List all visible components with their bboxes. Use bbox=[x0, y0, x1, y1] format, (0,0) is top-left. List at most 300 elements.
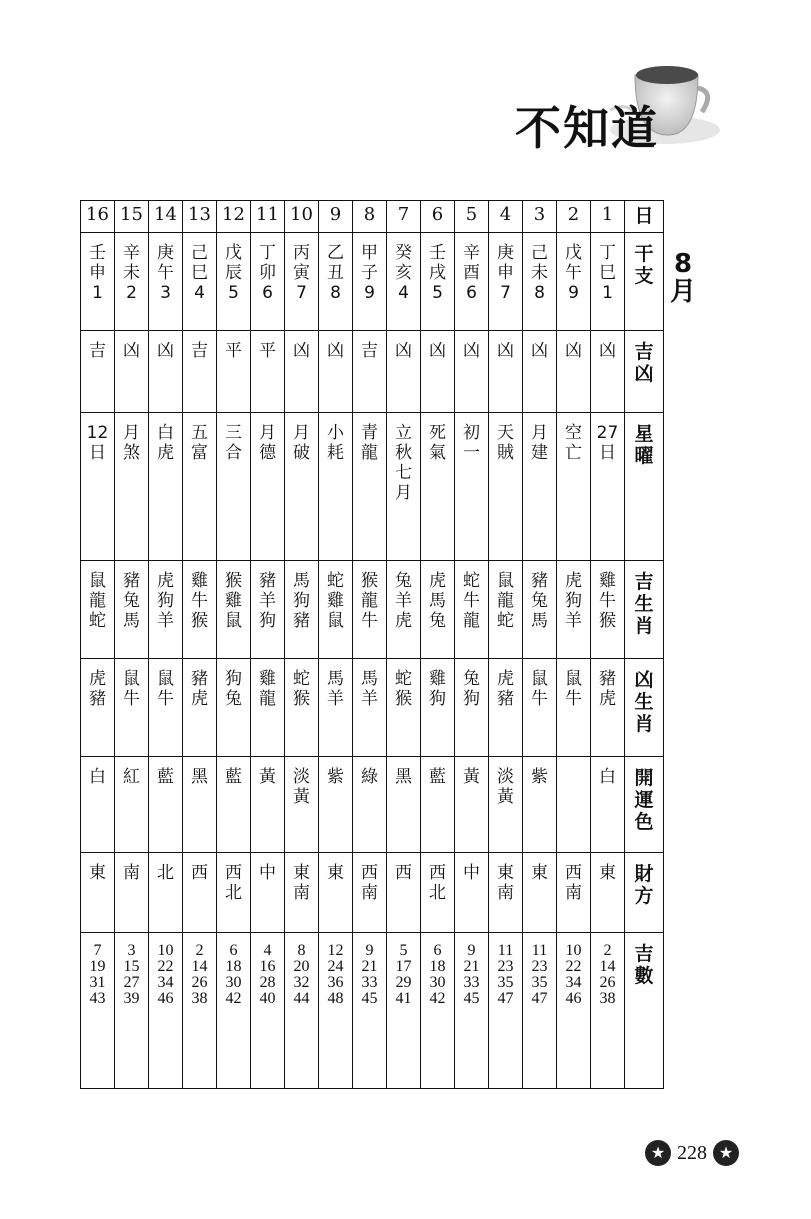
cell-text: 東 bbox=[327, 863, 344, 883]
cell-day bbox=[285, 201, 319, 233]
page-number-text: 228 bbox=[677, 1141, 707, 1164]
cell-text: 虎 bbox=[89, 669, 106, 689]
cell-text: 2 bbox=[126, 283, 137, 303]
cell-text: 蛇 bbox=[293, 669, 310, 689]
cell-text: 35 bbox=[497, 974, 514, 991]
cell-text: 西 bbox=[191, 863, 208, 883]
cell-text: 兔 bbox=[123, 591, 140, 611]
cell-text: 狗 bbox=[157, 591, 174, 611]
cell-text: 牛 bbox=[361, 611, 378, 631]
cell-text: 猴 bbox=[191, 611, 208, 631]
cell-text: 虎 bbox=[565, 571, 582, 591]
cell-ji-shengxiao bbox=[421, 561, 455, 659]
cell-text: 2 bbox=[567, 204, 580, 225]
cell-text: 亥 bbox=[395, 263, 412, 283]
cell-text: 虎 bbox=[429, 571, 446, 591]
cell-caifang bbox=[81, 853, 115, 933]
cell-text: 午 bbox=[157, 263, 174, 283]
cell-text: 癸 bbox=[395, 243, 412, 263]
cell-text: 狗 bbox=[463, 689, 480, 709]
cell-text: 44 bbox=[293, 990, 310, 1007]
row-label-text: 星 bbox=[634, 423, 654, 445]
cell-text: 西 bbox=[395, 863, 412, 883]
cell-text: 凶 bbox=[293, 341, 310, 361]
cell-text: 16 bbox=[86, 204, 109, 225]
cell-text: 12 bbox=[222, 204, 245, 225]
cell-kaiyun-se bbox=[387, 757, 421, 853]
cell-text: 20 bbox=[293, 958, 310, 975]
cell-text: 龍 bbox=[463, 611, 480, 631]
cell-text: 月 bbox=[259, 423, 276, 443]
cell-text: 1 bbox=[601, 204, 614, 225]
cell-text: 7 bbox=[93, 942, 102, 959]
cell-text: 蛇 bbox=[463, 571, 480, 591]
cell-text: 煞 bbox=[123, 443, 140, 463]
cell-jishu bbox=[149, 933, 183, 1089]
cell-jixiong bbox=[319, 331, 353, 413]
cell-jixiong bbox=[591, 331, 625, 413]
row-caifang bbox=[81, 853, 664, 933]
cell-text: 卯 bbox=[259, 263, 276, 283]
cell-text: 猴 bbox=[395, 689, 412, 709]
cell-jixiong bbox=[387, 331, 421, 413]
cell-text: 龍 bbox=[497, 591, 514, 611]
cell-text: 牛 bbox=[463, 591, 480, 611]
cell-text: 龍 bbox=[89, 591, 106, 611]
cell-text: 東 bbox=[531, 863, 548, 883]
cell-xiong-shengxiao bbox=[489, 659, 523, 757]
cell-ganzhi bbox=[421, 233, 455, 331]
cell-kaiyun-se bbox=[353, 757, 387, 853]
row-label-text: 肖 bbox=[634, 713, 654, 735]
cell-text: 南 bbox=[293, 883, 310, 903]
cell-text: 未 bbox=[123, 263, 140, 283]
cell-xingyao bbox=[81, 413, 115, 561]
cell-text: 東 bbox=[599, 863, 616, 883]
cell-text: 猴 bbox=[599, 611, 616, 631]
cell-text: 2 bbox=[195, 942, 204, 959]
cell-text: 藍 bbox=[157, 767, 174, 787]
cell-text: 牛 bbox=[157, 689, 174, 709]
cell-day bbox=[353, 201, 387, 233]
cell-text: 15 bbox=[120, 204, 143, 225]
cell-text: 43 bbox=[89, 990, 106, 1007]
cell-text: 合 bbox=[225, 443, 242, 463]
cell-text: 40 bbox=[259, 990, 276, 1007]
cell-text: 48 bbox=[327, 990, 344, 1007]
cell-ganzhi bbox=[285, 233, 319, 331]
cell-jishu bbox=[353, 933, 387, 1089]
cell-text: 丑 bbox=[327, 263, 344, 283]
cell-text: 辛 bbox=[123, 243, 140, 263]
cell-jixiong bbox=[251, 331, 285, 413]
cell-text: 五 bbox=[191, 423, 208, 443]
cell-text: 28 bbox=[259, 974, 276, 991]
cell-day bbox=[115, 201, 149, 233]
cell-xingyao bbox=[251, 413, 285, 561]
cell-text: 狗 bbox=[429, 689, 446, 709]
cell-text: 西 bbox=[225, 863, 242, 883]
cell-day bbox=[183, 201, 217, 233]
cell-text: 31 bbox=[89, 974, 106, 991]
cell-text: 南 bbox=[361, 883, 378, 903]
row-jixiong bbox=[81, 331, 664, 413]
cell-text: 兔 bbox=[531, 591, 548, 611]
cell-text: 29 bbox=[395, 974, 412, 991]
cell-xiong-shengxiao bbox=[523, 659, 557, 757]
cell-day bbox=[421, 201, 455, 233]
cell-text: 馬 bbox=[327, 669, 344, 689]
cell-xiong-shengxiao bbox=[557, 659, 591, 757]
cell-xiong-shengxiao bbox=[149, 659, 183, 757]
month-label-number: 8 bbox=[673, 249, 693, 279]
cell-text: 26 bbox=[191, 974, 208, 991]
cell-text: 龍 bbox=[361, 591, 378, 611]
cell-text: 龍 bbox=[361, 443, 378, 463]
cell-text: 初 bbox=[463, 423, 480, 443]
cell-xiong-shengxiao bbox=[183, 659, 217, 757]
cell-text: 16 bbox=[259, 958, 276, 975]
cell-text: 虎 bbox=[157, 571, 174, 591]
cell-caifang bbox=[557, 853, 591, 933]
row-label-xiong-shengxiao bbox=[625, 659, 664, 757]
cell-text: 2 bbox=[603, 942, 612, 959]
cell-text: 西 bbox=[361, 863, 378, 883]
cell-text: 9 bbox=[365, 942, 374, 959]
cell-text: 6 bbox=[262, 283, 273, 303]
cell-text: 鼠 bbox=[497, 571, 514, 591]
cell-text: 虎 bbox=[497, 669, 514, 689]
cell-text: 6 bbox=[431, 204, 444, 225]
cell-text: 3 bbox=[127, 942, 136, 959]
cell-text: 青 bbox=[361, 423, 378, 443]
cell-text: 己 bbox=[531, 243, 548, 263]
cell-text: 虎 bbox=[599, 689, 616, 709]
cell-text: 北 bbox=[429, 883, 446, 903]
cell-text: 鼠 bbox=[327, 611, 344, 631]
cell-text: 24 bbox=[327, 958, 344, 975]
cell-jishu bbox=[217, 933, 251, 1089]
cell-caifang bbox=[319, 853, 353, 933]
month-label bbox=[668, 250, 698, 306]
cell-text: 酉 bbox=[463, 263, 480, 283]
cell-text: 小 bbox=[327, 423, 344, 443]
cell-text: 巳 bbox=[599, 263, 616, 283]
cell-jishu bbox=[285, 933, 319, 1089]
cell-text: 馬 bbox=[531, 611, 548, 631]
row-label-text: 曜 bbox=[634, 445, 654, 467]
cell-text: 8 bbox=[363, 204, 376, 225]
cell-text: 兔 bbox=[395, 571, 412, 591]
cell-text: 狗 bbox=[225, 669, 242, 689]
cell-text: 黃 bbox=[293, 787, 310, 807]
cell-ji-shengxiao bbox=[557, 561, 591, 659]
cell-xingyao bbox=[149, 413, 183, 561]
cell-text: 甲 bbox=[361, 243, 378, 263]
cell-text: 丁 bbox=[259, 243, 276, 263]
cell-text: 狗 bbox=[293, 591, 310, 611]
cell-text: 42 bbox=[429, 990, 446, 1007]
cell-ji-shengxiao bbox=[217, 561, 251, 659]
cell-text: 牛 bbox=[599, 591, 616, 611]
cell-text: 豬 bbox=[293, 611, 310, 631]
cell-text: 14 bbox=[599, 958, 616, 975]
cell-caifang bbox=[387, 853, 421, 933]
cell-jixiong bbox=[115, 331, 149, 413]
cell-text: 鼠 bbox=[531, 669, 548, 689]
cell-text: 6 bbox=[433, 942, 442, 959]
cell-text: 46 bbox=[565, 990, 582, 1007]
cell-kaiyun-se bbox=[591, 757, 625, 853]
cell-ganzhi bbox=[557, 233, 591, 331]
row-ganzhi bbox=[81, 233, 664, 331]
cell-jixiong bbox=[149, 331, 183, 413]
cell-day bbox=[591, 201, 625, 233]
cell-text: 10 bbox=[565, 942, 582, 959]
cell-jixiong bbox=[353, 331, 387, 413]
cell-text: 羊 bbox=[565, 611, 582, 631]
row-label-text: 肖 bbox=[634, 615, 654, 637]
cell-ganzhi bbox=[115, 233, 149, 331]
cell-text: 黃 bbox=[497, 787, 514, 807]
cell-text: 立 bbox=[395, 423, 412, 443]
cell-text: 7 bbox=[296, 283, 307, 303]
cell-text: 凶 bbox=[157, 341, 174, 361]
cell-xingyao bbox=[387, 413, 421, 561]
cell-text: 9 bbox=[329, 204, 342, 225]
cell-text: 庚 bbox=[157, 243, 174, 263]
cell-text: 戊 bbox=[565, 243, 582, 263]
cell-text: 豬 bbox=[89, 689, 106, 709]
cell-jishu bbox=[319, 933, 353, 1089]
cell-text: 月 bbox=[293, 423, 310, 443]
cell-text: 馬 bbox=[361, 669, 378, 689]
cell-text: 雞 bbox=[327, 591, 344, 611]
cell-jishu bbox=[455, 933, 489, 1089]
cell-kaiyun-se bbox=[455, 757, 489, 853]
cell-text: 9 bbox=[467, 942, 476, 959]
cell-text: 羊 bbox=[327, 689, 344, 709]
cell-kaiyun-se bbox=[149, 757, 183, 853]
cell-xingyao bbox=[353, 413, 387, 561]
cell-text: 丙 bbox=[293, 243, 310, 263]
cell-text: 牛 bbox=[531, 689, 548, 709]
cell-text: 西 bbox=[429, 863, 446, 883]
cell-text: 10 bbox=[290, 204, 313, 225]
cell-text: 凶 bbox=[497, 341, 514, 361]
cell-ganzhi bbox=[387, 233, 421, 331]
cell-caifang bbox=[353, 853, 387, 933]
cell-text: 雞 bbox=[225, 591, 242, 611]
cell-kaiyun-se bbox=[285, 757, 319, 853]
cell-text: 淡 bbox=[497, 767, 514, 787]
cell-text: 羊 bbox=[395, 591, 412, 611]
cell-text: 1 bbox=[602, 283, 613, 303]
cell-text: 15 bbox=[123, 958, 140, 975]
row-kaiyun-se bbox=[81, 757, 664, 853]
page-number bbox=[645, 1140, 739, 1166]
row-label-text: 吉 bbox=[634, 943, 654, 965]
cell-ji-shengxiao bbox=[183, 561, 217, 659]
cell-kaiyun-se bbox=[217, 757, 251, 853]
cell-text: 凶 bbox=[463, 341, 480, 361]
cell-ji-shengxiao bbox=[81, 561, 115, 659]
cell-kaiyun-se bbox=[557, 757, 591, 853]
cell-text: 4 bbox=[398, 283, 409, 303]
cell-text: 7 bbox=[397, 204, 410, 225]
cell-text: 南 bbox=[123, 863, 140, 883]
cell-text: 吉 bbox=[191, 341, 208, 361]
cell-caifang bbox=[489, 853, 523, 933]
cell-xingyao bbox=[455, 413, 489, 561]
cell-text: 亡 bbox=[565, 443, 582, 463]
cell-text: 22 bbox=[565, 958, 582, 975]
cell-text: 雞 bbox=[191, 571, 208, 591]
cell-xingyao bbox=[217, 413, 251, 561]
cell-text: 中 bbox=[463, 863, 480, 883]
cell-jixiong bbox=[217, 331, 251, 413]
row-label-text: 運 bbox=[634, 789, 654, 811]
cell-caifang bbox=[115, 853, 149, 933]
cell-jixiong bbox=[81, 331, 115, 413]
row-label-text: 生 bbox=[634, 691, 654, 713]
page-title: 不知道 bbox=[515, 101, 659, 155]
cell-text: 3 bbox=[160, 283, 171, 303]
cell-text: 12 bbox=[86, 423, 109, 443]
row-label-text: 日 bbox=[634, 205, 654, 227]
cell-day bbox=[523, 201, 557, 233]
cell-text: 月 bbox=[531, 423, 548, 443]
star-icon: ★ bbox=[713, 1140, 739, 1166]
cell-xiong-shengxiao bbox=[455, 659, 489, 757]
cell-text: 富 bbox=[191, 443, 208, 463]
cell-xingyao bbox=[591, 413, 625, 561]
cell-xingyao bbox=[557, 413, 591, 561]
cell-text: 34 bbox=[565, 974, 582, 991]
cell-text: 8 bbox=[297, 942, 306, 959]
cell-day bbox=[149, 201, 183, 233]
cell-text: 虎 bbox=[157, 443, 174, 463]
cell-text: 月 bbox=[123, 423, 140, 443]
cell-caifang bbox=[251, 853, 285, 933]
cell-text: 南 bbox=[565, 883, 582, 903]
cell-day bbox=[217, 201, 251, 233]
cell-text: 巳 bbox=[191, 263, 208, 283]
cell-text: 42 bbox=[225, 990, 242, 1007]
cell-text: 紅 bbox=[123, 767, 140, 787]
cell-text: 23 bbox=[497, 958, 514, 975]
cell-text: 猴 bbox=[293, 689, 310, 709]
cell-text: 黑 bbox=[395, 767, 412, 787]
cell-kaiyun-se bbox=[183, 757, 217, 853]
cell-text: 9 bbox=[568, 283, 579, 303]
cell-text: 凶 bbox=[395, 341, 412, 361]
cell-text: 34 bbox=[157, 974, 174, 991]
cell-text: 黃 bbox=[259, 767, 276, 787]
cell-text: 午 bbox=[565, 263, 582, 283]
cell-text: 申 bbox=[89, 263, 106, 283]
cell-xiong-shengxiao bbox=[217, 659, 251, 757]
cell-kaiyun-se bbox=[489, 757, 523, 853]
cell-text: 日 bbox=[89, 443, 106, 463]
row-label-kaiyun-se bbox=[625, 757, 664, 853]
cell-text: 馬 bbox=[293, 571, 310, 591]
cell-text: 吉 bbox=[361, 341, 378, 361]
cell-text: 11 bbox=[256, 204, 279, 225]
cell-text: 33 bbox=[361, 974, 378, 991]
cell-text: 4 bbox=[263, 942, 272, 959]
cell-jixiong bbox=[183, 331, 217, 413]
cell-ji-shengxiao bbox=[319, 561, 353, 659]
cell-caifang bbox=[421, 853, 455, 933]
cell-text: 22 bbox=[157, 958, 174, 975]
cell-jixiong bbox=[489, 331, 523, 413]
cell-text: 月 bbox=[395, 483, 412, 503]
cell-xingyao bbox=[489, 413, 523, 561]
cell-xiong-shengxiao bbox=[319, 659, 353, 757]
cell-text: 凶 bbox=[327, 341, 344, 361]
cell-text: 23 bbox=[531, 958, 548, 975]
cell-text: 猴 bbox=[361, 571, 378, 591]
cell-text: 38 bbox=[599, 990, 616, 1007]
row-label-jishu bbox=[625, 933, 664, 1089]
cell-ganzhi bbox=[217, 233, 251, 331]
cell-kaiyun-se bbox=[319, 757, 353, 853]
cell-ganzhi bbox=[523, 233, 557, 331]
cell-day bbox=[455, 201, 489, 233]
cell-text: 氣 bbox=[429, 443, 446, 463]
row-label-text: 數 bbox=[634, 965, 654, 987]
cell-ganzhi bbox=[455, 233, 489, 331]
cell-text: 鼠 bbox=[123, 669, 140, 689]
cell-text: 凶 bbox=[599, 341, 616, 361]
cell-text: 凶 bbox=[429, 341, 446, 361]
cell-ji-shengxiao bbox=[387, 561, 421, 659]
cell-text: 豬 bbox=[497, 689, 514, 709]
cell-text: 蛇 bbox=[497, 611, 514, 631]
row-label-caifang bbox=[625, 853, 664, 933]
cell-text: 戊 bbox=[225, 243, 242, 263]
cell-text: 丁 bbox=[599, 243, 616, 263]
cell-text: 5 bbox=[399, 942, 408, 959]
row-label-xingyao bbox=[625, 413, 664, 561]
cell-text: 虎 bbox=[191, 689, 208, 709]
cell-jixiong bbox=[421, 331, 455, 413]
row-label-text: 色 bbox=[634, 811, 654, 833]
cell-text: 46 bbox=[157, 990, 174, 1007]
cell-text: 白 bbox=[89, 767, 106, 787]
cell-text: 11 bbox=[531, 942, 548, 959]
cell-ji-shengxiao bbox=[455, 561, 489, 659]
cell-text: 41 bbox=[395, 990, 412, 1007]
cell-ganzhi bbox=[183, 233, 217, 331]
cell-xiong-shengxiao bbox=[387, 659, 421, 757]
cell-xiong-shengxiao bbox=[353, 659, 387, 757]
cell-text: 14 bbox=[154, 204, 177, 225]
cell-text: 3 bbox=[533, 204, 546, 225]
month-label-char: 月 bbox=[669, 277, 696, 307]
cell-text: 子 bbox=[361, 263, 378, 283]
cell-text: 8 bbox=[534, 283, 545, 303]
cell-text: 賊 bbox=[497, 443, 514, 463]
cell-text: 未 bbox=[531, 263, 548, 283]
cell-text: 辰 bbox=[225, 263, 242, 283]
cell-text: 北 bbox=[157, 863, 174, 883]
cell-ganzhi bbox=[489, 233, 523, 331]
row-label-text: 財 bbox=[634, 863, 654, 885]
cell-text: 空 bbox=[565, 423, 582, 443]
cell-text: 羊 bbox=[259, 591, 276, 611]
